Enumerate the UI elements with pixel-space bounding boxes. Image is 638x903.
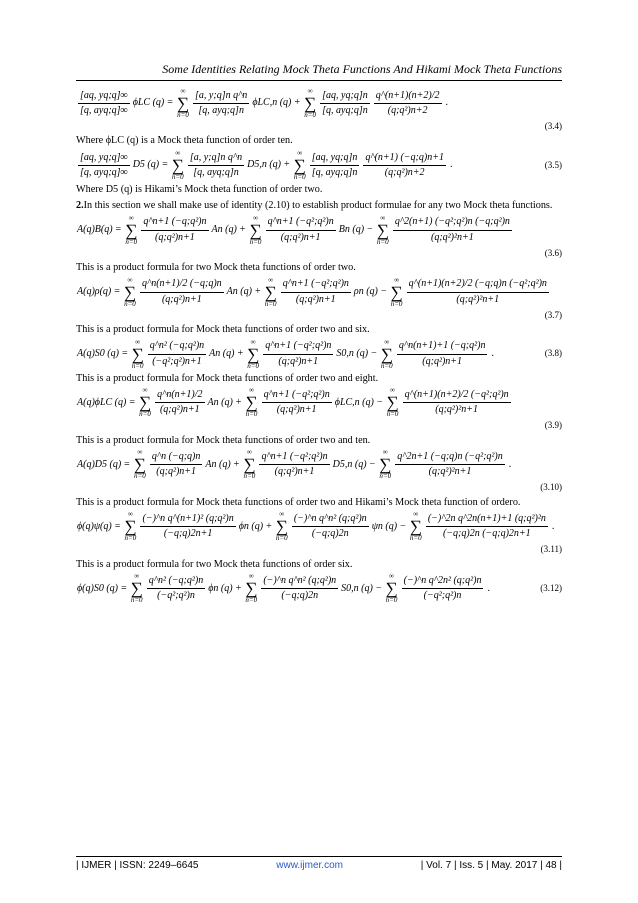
- summation-sign-icon: ∑: [123, 282, 136, 302]
- summation-sign-icon: ∑: [304, 94, 317, 113]
- fraction-denominator: (q;q²)n+1: [159, 404, 200, 416]
- equation-eq34: [76, 88, 562, 119]
- summation: [245, 573, 257, 604]
- operator: −: [369, 458, 376, 470]
- summation-sign-icon: ∑: [138, 393, 152, 413]
- equation-number: (3.8): [544, 348, 562, 359]
- summation-lower-limit: n=0: [247, 361, 259, 370]
- operator: +: [254, 285, 261, 297]
- fraction-denominator: (−q²;q²)n+1: [152, 355, 202, 367]
- operator: +: [239, 223, 246, 235]
- fraction-numerator: q^n² (−q;q²)n: [148, 340, 206, 355]
- fraction-denominator: (q;q²)n+1: [276, 404, 317, 416]
- summation: [134, 449, 146, 480]
- math-term: ϕ(q)S0 (q): [77, 582, 118, 594]
- fraction-denominator: (q;q²)²n+1: [431, 231, 474, 243]
- equation-number: (3.9): [544, 420, 562, 431]
- summation-upper-limit: ∞: [250, 337, 256, 346]
- page-footer: [76, 860, 562, 871]
- operator: =: [115, 223, 122, 235]
- summation: [304, 88, 316, 119]
- fraction-numerator: [aq, yq;q]n: [320, 90, 370, 105]
- summation-upper-limit: ∞: [380, 213, 386, 222]
- fraction: [403, 389, 511, 417]
- summation-sign-icon: ∑: [376, 220, 389, 240]
- summation-upper-limit: ∞: [297, 149, 303, 157]
- footer-website-link[interactable]: www.ijmer.com: [276, 860, 343, 871]
- summation-upper-limit: ∞: [253, 213, 258, 222]
- footer-rule: [76, 856, 562, 857]
- fraction: [320, 90, 370, 118]
- fraction: [78, 152, 130, 180]
- operator: −: [371, 347, 377, 359]
- summation-lower-limit: n=0: [293, 173, 306, 181]
- math-term: ϕ(q)ψ(q): [77, 520, 112, 532]
- summation-lower-limit: n=0: [243, 472, 256, 481]
- paper-body: [76, 86, 562, 604]
- fraction-denominator: [q, ayq;q]n: [311, 167, 358, 178]
- equation-eq311: [76, 511, 562, 542]
- summation-upper-limit: ∞: [249, 386, 254, 395]
- summation-upper-limit: ∞: [307, 87, 313, 95]
- summation-lower-limit: n=0: [249, 237, 262, 246]
- summation: [249, 215, 261, 246]
- summation: [381, 339, 393, 370]
- summation-lower-limit: n=0: [275, 534, 288, 543]
- header-rule: [76, 80, 562, 81]
- summation-upper-limit: ∞: [246, 448, 252, 457]
- section-paragraph: [76, 200, 562, 213]
- footer-issue: | Vol. 7 | Iss. 5 | May. 2017 | 48 |: [420, 860, 562, 871]
- summation-sign-icon: ∑: [245, 579, 258, 599]
- fraction-denominator: [q, ayq;q]n: [322, 105, 368, 116]
- fraction: [155, 389, 204, 417]
- fraction-numerator: q^(n+1)(n+2)/2: [374, 90, 442, 105]
- math-term: S0,n (q): [336, 347, 369, 359]
- math-term: A(q)ϕLC (q): [77, 396, 127, 408]
- summation: [265, 277, 277, 308]
- summation: [377, 215, 389, 246]
- summation: [124, 277, 136, 308]
- summation-upper-limit: ∞: [394, 275, 400, 284]
- fraction: [193, 90, 249, 118]
- math-term: An (q): [205, 458, 231, 470]
- summation-sign-icon: ∑: [409, 517, 422, 537]
- summation-lower-limit: n=0: [139, 410, 151, 419]
- fraction-denominator: [q, ayq;q]∞: [80, 105, 128, 116]
- fraction: [78, 90, 130, 118]
- math-term: ϕLC,n (q): [252, 97, 292, 109]
- summation-lower-limit: n=0: [245, 596, 258, 605]
- fraction-numerator: (−)^n q^n² (q;q²)n: [261, 575, 338, 590]
- paragraph-text: This is a product formula for two Mock theta functions of order six.: [76, 558, 353, 570]
- summation: [276, 511, 288, 542]
- summation-upper-limit: ∞: [127, 510, 133, 519]
- fraction-numerator: [aq, yq;q]∞: [78, 90, 130, 105]
- fraction-denominator: (−q;q)2n+1: [163, 528, 213, 540]
- operator: =: [114, 285, 120, 297]
- equation-eq310: [76, 449, 562, 480]
- operator: +: [237, 347, 244, 359]
- fraction: [426, 513, 548, 541]
- fraction: [395, 451, 504, 479]
- summation-lower-limit: n=0: [386, 410, 399, 419]
- equation-eq39: [76, 387, 562, 418]
- paragraph-text: Where ϕLC (q) is a Mock theta function of order ten.: [76, 135, 293, 147]
- fraction-numerator: [a, y;q]n q^n: [193, 90, 249, 105]
- operator: −: [367, 223, 373, 235]
- fraction-denominator: (q;q²)n+1: [422, 355, 463, 367]
- summation-lower-limit: n=0: [264, 299, 277, 308]
- math-term: D5,n (q): [247, 159, 282, 171]
- summation-lower-limit: n=0: [130, 596, 143, 605]
- summation-upper-limit: ∞: [279, 510, 285, 519]
- fraction-denominator: (q;q²)²n+1: [428, 466, 472, 478]
- summation: [172, 150, 184, 181]
- summation-sign-icon: ∑: [245, 393, 258, 413]
- fraction: [147, 575, 205, 603]
- fraction: [266, 216, 336, 244]
- equation-number: (3.5): [544, 159, 562, 170]
- summation-upper-limit: ∞: [142, 386, 148, 395]
- operator: −: [400, 520, 406, 532]
- math-term: D5,n (q): [332, 458, 367, 470]
- paragraph-text: This is a product formula for two Mock theta functions of order two.: [76, 261, 356, 273]
- summation-sign-icon: ∑: [125, 220, 138, 240]
- running-header: Some Identities Relating Mock Theta Functions And Hikami Mock Theta Functions: [162, 62, 562, 76]
- fraction: [407, 278, 549, 306]
- summation-sign-icon: ∑: [133, 455, 146, 475]
- math-term: A(q)S0 (q): [77, 347, 119, 359]
- fraction: [393, 216, 512, 244]
- summation-upper-limit: ∞: [135, 337, 141, 346]
- math-term: ϕn (q): [208, 582, 233, 594]
- fraction: [188, 152, 244, 180]
- fraction-denominator: (−q²;q²)n: [157, 590, 195, 602]
- fraction-numerator: q^n+1 (−q;q²)n: [141, 216, 208, 231]
- math-term: A(q)D5 (q): [77, 458, 122, 470]
- equation-number: (3.6): [544, 247, 562, 258]
- fraction-denominator: (q;q²)n+1: [155, 231, 195, 243]
- fraction-numerator: (−)^n q^(n+1)² (q;q²)n: [140, 513, 235, 528]
- summation-upper-limit: ∞: [389, 572, 395, 581]
- summation-upper-limit: ∞: [384, 337, 390, 346]
- fraction-numerator: (−)^2n q^2n(n+1)+1 (q;q²)²n: [426, 513, 548, 528]
- fraction-denominator: (−q²;q²)n: [423, 590, 462, 602]
- fraction-numerator: [aq, yq;q]∞: [78, 152, 130, 167]
- equation-eq35: [76, 150, 562, 181]
- summation: [386, 387, 398, 418]
- summation-upper-limit: ∞: [127, 275, 133, 284]
- fraction-numerator: [a, y;q]n q^n: [188, 152, 244, 167]
- math-term: An (q): [211, 223, 237, 235]
- math-term: ϕLC (q): [132, 97, 165, 109]
- paragraph-text: This is a product formula for Mock theta functions of order two and ten.: [76, 434, 371, 446]
- fraction-denominator: (q;q²)n+1: [278, 355, 319, 367]
- summation-lower-limit: n=0: [131, 361, 144, 370]
- summation-lower-limit: n=0: [376, 237, 389, 246]
- operator: =: [129, 396, 135, 408]
- operator: .: [487, 582, 490, 594]
- summation-sign-icon: ∑: [176, 94, 190, 113]
- fraction: [374, 90, 442, 118]
- summation-upper-limit: ∞: [413, 510, 419, 519]
- operator: +: [284, 159, 290, 171]
- summation-sign-icon: ∑: [124, 517, 137, 537]
- fraction-denominator: (q;q²)²n+1: [435, 404, 478, 416]
- math-term: ρn (q): [353, 285, 378, 297]
- summation-sign-icon: ∑: [243, 455, 256, 475]
- summation-lower-limit: n=0: [390, 299, 403, 308]
- fraction-numerator: [aq, yq;q]n: [310, 152, 360, 167]
- fraction-denominator: [q, ayq;q]∞: [80, 167, 128, 178]
- operator: +: [294, 97, 301, 109]
- fraction-numerator: q^2(n+1) (−q²;q²)n (−q;q²)n: [393, 216, 512, 231]
- math-term: ϕn (q): [238, 520, 264, 532]
- fraction-numerator: q^2n+1 (−q;q)n (−q²;q²)n: [395, 451, 504, 466]
- fraction-numerator: q^n+1 (−q²;q²)n: [281, 278, 351, 293]
- math-term: An (q): [207, 396, 233, 408]
- operator: +: [266, 520, 272, 532]
- operator: −: [380, 285, 387, 297]
- fraction-numerator: q^n(n+1)/2 (−q;q)n: [140, 278, 224, 293]
- fraction: [310, 152, 360, 180]
- operator: =: [162, 159, 168, 171]
- fraction: [140, 513, 235, 541]
- paragraph-text: This is a product formula for Mock theta functions of order two and eight.: [76, 372, 379, 384]
- equation-eq36: [76, 215, 562, 246]
- fraction-denominator: (q;q²)²n+1: [456, 293, 500, 305]
- fraction: [140, 278, 224, 306]
- fraction-denominator: (q;q²)n+1: [156, 466, 197, 478]
- summation-lower-limit: n=0: [133, 472, 146, 481]
- operator: +: [235, 396, 242, 408]
- summation: [245, 387, 257, 418]
- operator: =: [167, 97, 173, 109]
- summation-upper-limit: ∞: [268, 275, 274, 284]
- summation-sign-icon: ∑: [275, 517, 288, 537]
- fraction-denominator: (q;q²)n+1: [274, 466, 315, 478]
- paragraph-text: Where D5 (q) is Hikami’s Mock theta function of order two.: [76, 184, 323, 195]
- summation: [131, 573, 143, 604]
- fraction: [263, 340, 333, 368]
- fraction-numerator: q^n (−q;q)n: [150, 451, 202, 466]
- summation-sign-icon: ∑: [386, 393, 399, 413]
- summation-upper-limit: ∞: [128, 213, 134, 222]
- fraction: [402, 575, 484, 603]
- summation-sign-icon: ∑: [130, 579, 143, 599]
- fraction: [261, 575, 338, 603]
- math-term: ϕLC,n (q): [334, 396, 374, 408]
- summation: [385, 573, 397, 604]
- fraction-denominator: (−q;q)2n (−q;q)2n+1: [442, 528, 531, 540]
- summation-sign-icon: ∑: [379, 455, 392, 475]
- fraction: [262, 389, 332, 417]
- fraction: [148, 340, 206, 368]
- summation-upper-limit: ∞: [175, 149, 181, 157]
- summation-lower-limit: n=0: [124, 534, 137, 543]
- summation-upper-limit: ∞: [390, 386, 396, 395]
- summation-upper-limit: ∞: [382, 448, 388, 457]
- operator: =: [121, 347, 128, 359]
- fraction-denominator: [q, ayq;q]n: [198, 105, 244, 116]
- summation: [124, 511, 136, 542]
- summation-sign-icon: ∑: [264, 282, 277, 302]
- equation-eq38: [76, 339, 562, 370]
- operator: +: [235, 582, 242, 594]
- operator: =: [121, 582, 127, 594]
- fraction-denominator: (−q;q)2n: [311, 528, 349, 540]
- fraction-numerator: q^(n+1)(n+2)/2 (−q²;q²)n: [403, 389, 511, 404]
- summation-lower-limit: n=0: [379, 472, 392, 481]
- equation-number: (3.11): [540, 544, 562, 555]
- math-term: An (q): [226, 285, 252, 297]
- fraction: [259, 451, 329, 479]
- summation-upper-limit: ∞: [137, 448, 143, 457]
- fraction-denominator: [q, ayq;q]n: [193, 167, 239, 178]
- summation-sign-icon: ∑: [380, 344, 393, 364]
- paragraph-text: This is a product formula for Mock theta functions of order two and six.: [76, 323, 370, 335]
- equation-eq312: [76, 573, 562, 604]
- fraction-numerator: q^n² (−q;q²)n: [147, 575, 205, 590]
- math-term: ψn (q): [371, 520, 398, 532]
- fraction-denominator: (q;q²)n+2: [387, 105, 428, 116]
- operator: .: [551, 520, 555, 532]
- equation-number: (3.12): [540, 583, 562, 594]
- math-term: S0,n (q): [341, 582, 373, 594]
- equation-number: (3.4): [544, 121, 562, 131]
- summation-upper-limit: ∞: [134, 572, 140, 581]
- fraction: [150, 451, 202, 479]
- summation-lower-limit: n=0: [409, 534, 422, 543]
- fraction-denominator: (q;q²)n+2: [384, 167, 425, 178]
- summation-upper-limit: ∞: [180, 87, 186, 95]
- summation: [410, 511, 422, 542]
- summation: [379, 449, 391, 480]
- equation-eq37: [76, 277, 562, 308]
- summation-lower-limit: n=0: [385, 596, 398, 605]
- summation: [125, 215, 137, 246]
- section-paragraph-text: In this section we shall make use of identity (2.10) to establish product formulae for any two Mock theta functions.: [83, 199, 553, 211]
- fraction: [363, 152, 446, 180]
- fraction-numerator: q^(n+1)(n+2)/2 (−q;q)n (−q²;q²)n: [407, 278, 549, 293]
- math-term: A(q)B(q): [77, 223, 113, 235]
- operator: .: [449, 159, 453, 171]
- summation: [177, 88, 189, 119]
- summation-sign-icon: ∑: [131, 344, 144, 364]
- fraction: [292, 513, 369, 541]
- section-number: 2.: [76, 199, 84, 211]
- summation-upper-limit: ∞: [248, 572, 254, 581]
- summation-lower-limit: n=0: [245, 410, 258, 419]
- equation-number: (3.10): [540, 482, 562, 493]
- operator: .: [445, 97, 449, 109]
- summation-lower-limit: n=0: [304, 111, 316, 119]
- fraction-numerator: q^n+1 (−q²;q²)n: [259, 451, 329, 466]
- math-term: A(q)ρ(q): [77, 285, 112, 297]
- fraction-denominator: (−q;q)2n: [281, 590, 319, 602]
- fraction: [141, 216, 208, 244]
- fraction-numerator: q^n+1 (−q²;q²)n: [263, 340, 333, 355]
- summation: [139, 387, 151, 418]
- summation: [243, 449, 255, 480]
- fraction-numerator: q^n+1 (−q²;q²)n: [266, 216, 336, 231]
- summation-lower-limit: n=0: [380, 361, 393, 370]
- summation-sign-icon: ∑: [249, 220, 262, 240]
- operator: −: [376, 396, 383, 408]
- math-term: D5 (q): [132, 159, 160, 171]
- summation-sign-icon: ∑: [385, 579, 398, 599]
- fraction-numerator: (−)^n q^n² (q;q²)n: [292, 513, 369, 528]
- fraction-denominator: (q;q²)n+1: [295, 293, 336, 305]
- fraction-denominator: (q;q²)n+1: [280, 231, 321, 243]
- fraction: [281, 278, 351, 306]
- operator: =: [114, 520, 121, 532]
- operator: =: [124, 458, 130, 470]
- equation-number: (3.7): [544, 309, 562, 320]
- operator: +: [233, 458, 240, 470]
- operator: .: [491, 347, 494, 359]
- summation-lower-limit: n=0: [177, 111, 189, 119]
- fraction-denominator: (q;q²)n+1: [161, 293, 202, 305]
- fraction-numerator: q^n(n+1)+1 (−q;q²)n: [397, 340, 488, 355]
- fraction-numerator: q^n(n+1)/2: [155, 389, 204, 404]
- fraction-numerator: (−)^n q^2n² (q;q²)n: [402, 575, 484, 590]
- operator: .: [508, 458, 512, 470]
- summation-sign-icon: ∑: [247, 344, 260, 364]
- paragraph-text: This is a product formula for Mock theta functions of order two and Hikami’s Mock theta function of ordero.: [76, 496, 521, 508]
- summation-lower-limit: n=0: [125, 237, 138, 246]
- math-term: Bn (q): [338, 223, 365, 235]
- math-term: An (q): [209, 347, 235, 359]
- summation-lower-limit: n=0: [124, 299, 136, 308]
- summation: [247, 339, 259, 370]
- summation: [294, 150, 306, 181]
- summation: [132, 339, 144, 370]
- summation-sign-icon: ∑: [171, 156, 184, 175]
- fraction: [397, 340, 488, 368]
- footer-journal: | IJMER | ISSN: 2249–6645: [76, 860, 199, 871]
- operator: −: [375, 582, 382, 594]
- summation-lower-limit: n=0: [171, 173, 184, 181]
- fraction-numerator: q^n+1 (−q²;q²)n: [262, 389, 332, 404]
- summation: [391, 277, 403, 308]
- summation-sign-icon: ∑: [293, 156, 306, 175]
- summation-sign-icon: ∑: [390, 282, 403, 302]
- fraction-numerator: q^(n+1) (−q;q)n+1: [363, 152, 446, 167]
